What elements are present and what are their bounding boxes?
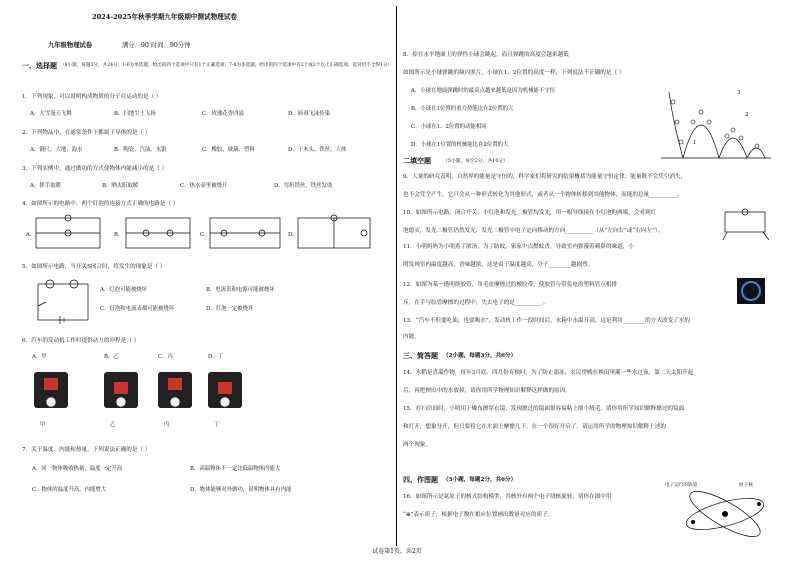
question-8: 8．掉在水平地面上的弹性小球会跳起，而且弹跳的高度会越来越低 xyxy=(403,52,569,58)
q6-label-b: B．乙 xyxy=(104,354,119,360)
question-15-cont: 和打开，想象分开，但只要将它在水面上摩擦几下，在一个很好开启了。请运用所学的物理知识解释上述的 xyxy=(403,424,666,430)
q10-circuit-figure xyxy=(721,208,773,242)
question-5: 5．如图所示电路，当开关S闭合时，将发生的现象是（ ） xyxy=(22,264,166,270)
question-12: 12．如图为某一透明绕胶管，用毛皮摩擦过的橡胶带，使胶管与带负电的塑料管互相排 xyxy=(403,282,618,288)
question-11-cont: 明发现室内温度越高，香味越浓，这是由于温度越高，分子________越剧烈。 xyxy=(403,262,594,268)
question-14-cont: 后，再把秧田中的水放掉，请你用所学物理知识解释这样做的原因。 xyxy=(403,388,571,394)
section-1-heading: 一、选择题 xyxy=(22,61,57,70)
section-3-heading: 三、简答题 xyxy=(403,351,438,360)
q3-option-b: B．晒太阳取暖 xyxy=(102,183,139,189)
question-9-cont: 也不会凭空产生，它只会从一种形式转化为其他形式，或者从一个物体转移到其他物体，而能的总量__________。 xyxy=(403,192,683,198)
section-1-note: （8小题，每题3分，共24分，1-6为单选题，给出的四个选项中只有1个正确选项；7-8为多选题，给出的四个选项中有2个或2个以上正确选项，选对但不全得1分） xyxy=(60,63,393,68)
q2-option-b: B．陶瓷、汽油、水银 xyxy=(114,147,167,153)
section-2-heading: 二填空题 xyxy=(403,156,431,165)
q6-engine-strokes-figure xyxy=(30,364,270,420)
question-13-cont: 内能。 xyxy=(403,334,420,340)
q16-atom-model-figure xyxy=(673,480,773,540)
q6-caption-yi: 乙 xyxy=(110,422,116,428)
q7-option-d: D．物体能够对外做功，说明物体具有内能 xyxy=(190,487,292,493)
q6-caption-bing: 丙 xyxy=(164,422,170,428)
column-divider xyxy=(396,6,397,546)
question-7: 7．关于温度、内能和热量，下列说法正确的是（ ） xyxy=(22,447,151,453)
section-4-note: （3小题，每题2分，共6分） xyxy=(443,477,517,483)
q1-option-b: B．扫地尘土飞扬 xyxy=(114,111,156,117)
q8-option-b: B．小球在1位置的重力势能比在2位置的大 xyxy=(411,106,514,112)
q2-option-a: A．钢尺、大地、海水 xyxy=(30,147,83,153)
q4-label-d: D. xyxy=(288,232,294,238)
section-4-heading: 四、作图题 xyxy=(403,475,438,484)
question-9: 9．大量的研究表明，自然界的能量是守恒的，科学家们将研究的结果概括为能量守恒定律：能量既不会凭空消失， xyxy=(403,174,687,180)
q6-label-a: A．甲 xyxy=(32,354,47,360)
question-8-stem: 如图所示是小球弹跳的频闪照片，小球在1、2位置的高度一样，下列说法不正确的是（ ） xyxy=(403,70,625,76)
exam-meta: 满分：90 时间：90分钟 xyxy=(122,42,191,49)
question-1: 1．下列现象，可以说明构成物质的分子在运动的是（ ） xyxy=(22,94,162,100)
q4-label-c: C. xyxy=(200,232,206,238)
section-2-note: （5小题，每空2分，共10分） xyxy=(443,159,508,164)
page-footer: 试卷第1页，共2页 xyxy=(372,548,422,555)
q5-option-d: D．灯泡一定被烧坏 xyxy=(206,306,254,312)
question-10-cont: 泡熄灭，发光二极管仍然发光，发光二极管中电子定向移动的方向__________（从“左向右”或“右向左”）。 xyxy=(403,228,664,234)
question-4: 4．如图所示的电路中，两个灯泡的连接方式正确的电路是（ ） xyxy=(22,201,179,207)
question-10: 10．如图所示电路，闭合开关，小灯泡和发光二极管均发光，用一根导线接在小灯泡的两端，会看到灯 xyxy=(403,210,657,216)
q5-option-a: A．灯泡可能被烧坏 xyxy=(100,287,148,293)
q1-option-d: D．病毒飞沫传染 xyxy=(288,111,331,117)
q3-option-a: A．搓手取暖 xyxy=(30,183,61,189)
q3-option-c: C．热水壶里被烧开 xyxy=(180,183,228,189)
q16-label-orbit: 电子运行的轨道 xyxy=(665,483,698,488)
q5-option-c: C．灯泡和电流表都可能被烧坏 xyxy=(100,306,175,312)
q2-option-c: C．橡胶、玻璃、塑料 xyxy=(202,147,255,153)
q2-option-d: D．干木头、铁丝、人体 xyxy=(288,147,347,153)
section-3-note: （2小题，每题3分，共6分） xyxy=(443,353,517,359)
q8-figure-label-1: 1 xyxy=(693,140,697,146)
question-13: 13．“汽车不但要吃油，也要喝水”，发动机工作一段时间后，水箱中水温升高，这是利用________的方式改变了水的 xyxy=(403,318,690,324)
q8-figure-label-2: 2 xyxy=(745,112,749,118)
exam-title: 2024-2025年秋季学期九年级期中测试物理试卷 xyxy=(92,13,237,21)
q1-option-c: C．玫瑰花香四溢 xyxy=(202,111,244,117)
q3-option-d: D．弯折铁丝，铁丝发烫 xyxy=(274,183,333,189)
q8-option-d: D．小球在1位置的机械能比在2位置的大 xyxy=(411,142,509,148)
question-14: 14．水稻是喜温作物，每年3月底、四月份育秧时，为了防止霜冻，农民傍晚在秧田里灌一些水过夜，第二天太阳升起 xyxy=(403,370,694,376)
q8-option-a: A．小球在地面弹跳时的最高点越来越低是因为机械能不守恒 xyxy=(411,88,556,94)
q7-option-b: B．高温物体不一定比低温物体内能大 xyxy=(190,466,281,472)
q7-option-a: A．同一物体吸收热量，温度一定升高 xyxy=(32,466,123,472)
question-6: 6．汽车的发动机工作时提供动力的冲程是（ ） xyxy=(22,338,140,344)
q4-label-a: A. xyxy=(26,232,32,238)
q6-label-d: D．丁 xyxy=(208,354,224,360)
q8-option-c: C．小球在1、2位置的动能相同 xyxy=(411,124,487,130)
q12-tube-figure xyxy=(737,278,767,306)
exam-subtitle: 九年级物理试卷 xyxy=(48,42,93,49)
question-11: 11．小明妈妈为小明煮了浓汤，为了防蚊，家家中点燃蚊香，导致室内弥漫着刺鼻的味道，小 xyxy=(403,244,634,250)
q6-caption-ding: 丁 xyxy=(214,422,220,428)
q4-label-b: B. xyxy=(114,232,120,238)
q6-caption-jia: 甲 xyxy=(40,422,46,428)
q16-label-nucleus: 原子核 xyxy=(739,483,753,488)
q8-bouncing-ball-figure xyxy=(661,82,773,162)
question-2: 2．下列物品中，在通常条件下都属于导体的是（ ） xyxy=(22,130,151,136)
q1-option-a: A．大雪漫天飞舞 xyxy=(30,111,72,117)
question-16: 16．如图所示是氦原子的核式结构模型，其核外有两个电子绕核旋转，请你在图中用 xyxy=(403,494,612,500)
question-3: 3．下列实例中，通过做功的方式使物体内能减小的是（ ） xyxy=(22,166,168,172)
q7-option-c: C．物体的温度升高，内能增大 xyxy=(32,487,107,493)
q4-circuit-diagrams xyxy=(34,215,394,255)
q5-circuit-diagram xyxy=(36,280,96,326)
question-12-cont: 斥，在手与胶管摩擦的过程中，失去电子的是__________。 xyxy=(403,300,549,306)
question-16-cont: “⊕”表示质子，根据电子数在相应位置画出数量对应的质子。 xyxy=(403,512,554,518)
question-15: 15．打扫房间时，小明用干燥布擦穿衣镜，发现擦过的镜面很容易粘上细小绒毛。请你用所学知识解释擦过的镜面 xyxy=(403,406,685,412)
q8-figure-label-3: 3 xyxy=(737,90,741,96)
q6-label-c: C．丙 xyxy=(158,354,173,360)
question-15-cont-2: 两个现象。 xyxy=(403,442,431,448)
q5-option-b: B．电流表和电源可能被烧坏 xyxy=(206,287,275,293)
